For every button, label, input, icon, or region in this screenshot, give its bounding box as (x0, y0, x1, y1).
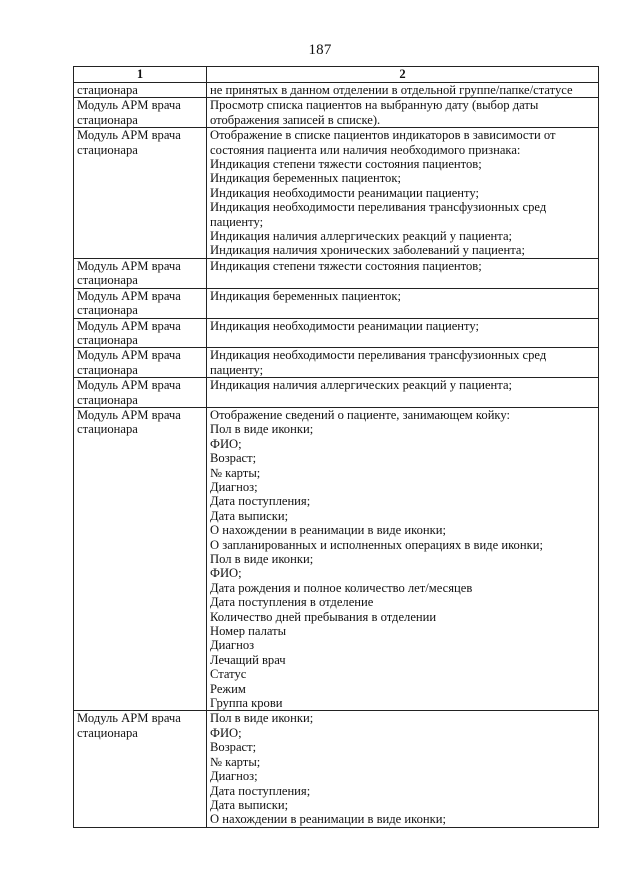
function-item: Отображение в списке пациентов индикаторов в зависимости от состояния пациента или наличия необходимого признака: (210, 128, 556, 157)
module-text: стационара (77, 392, 138, 407)
module-text: Модуль АРМ врача (77, 348, 181, 363)
function-item: № карты; (210, 465, 261, 480)
module-cell (74, 288, 207, 318)
table-row (74, 348, 599, 378)
module-text: стационара (77, 112, 138, 127)
function-item: Индикация степени тяжести состояния пациентов; (210, 157, 482, 172)
function-item: Индикация беременных пациенток; (210, 288, 401, 303)
module-cell (74, 378, 207, 408)
function-item: Индикация необходимости переливания трансфузионных сред пациенту; (210, 200, 547, 229)
module-cell (74, 407, 207, 711)
table-header-row (74, 67, 599, 83)
module-text: Модуль АРМ врача (77, 258, 181, 273)
function-item: Лечащий врач (210, 652, 286, 667)
requirements-table (73, 66, 599, 828)
module-cell (74, 711, 207, 827)
column-header-1: 1 (74, 67, 207, 83)
module-text: стационара (77, 273, 138, 288)
function-cell (207, 288, 599, 318)
function-item: Дата выписки; (210, 508, 289, 523)
module-text: стационара (77, 303, 138, 318)
function-item: Пол в виде иконки; (210, 552, 314, 566)
module-text: стационара (77, 725, 138, 740)
module-text: Модуль АРМ врача (77, 407, 181, 422)
function-item: ФИО; (210, 725, 242, 740)
function-item: Статус (210, 667, 247, 682)
function-item: Количество дней пребывания в отделении (210, 609, 437, 624)
function-item: не принятых в данном отделении в отдельной группе/папке/статусе (210, 83, 573, 97)
module-text: Модуль АРМ врача (77, 98, 181, 113)
function-cell (207, 318, 599, 348)
module-text: стационара (77, 422, 138, 437)
function-item: ФИО; (210, 436, 242, 451)
function-item: Индикация наличия хронических заболеваний у пациента; (210, 243, 525, 258)
table-row (74, 711, 599, 827)
table-row (74, 288, 599, 318)
module-text: стационара (77, 83, 138, 97)
table-row (74, 128, 599, 259)
function-item: Отображение сведений о пациенте, занимающем койку: (210, 407, 511, 422)
function-item: Просмотр списка пациентов на выбранную дату (выбор даты отображения записей в списке). (210, 98, 539, 127)
module-text: Модуль АРМ врача (77, 711, 181, 726)
module-text: стационара (77, 362, 138, 377)
function-item: Возраст; (210, 451, 257, 466)
function-item: Диагноз; (210, 769, 258, 784)
function-item: Дата выписки; (210, 797, 289, 812)
function-item: Дата поступления; (210, 783, 311, 798)
function-cell (207, 348, 599, 378)
table-row (74, 83, 599, 98)
function-item: Индикация необходимости реанимации пациенту; (210, 185, 479, 200)
function-cell (207, 711, 599, 827)
function-item: Пол в виде иконки; (210, 422, 314, 437)
function-item: Индикация беременных пациенток; (210, 171, 401, 186)
function-item: Диагноз (210, 638, 255, 653)
function-item: Дата рождения и полное количество лет/месяцев (210, 580, 473, 595)
function-item: Дата поступления; (210, 494, 311, 509)
function-cell (207, 407, 599, 711)
table-row (74, 258, 599, 288)
module-text: Модуль АРМ врача (77, 288, 181, 303)
function-cell (207, 83, 599, 98)
page-number: 187 (308, 42, 332, 58)
module-cell (74, 83, 207, 98)
module-cell (74, 348, 207, 378)
function-cell (207, 128, 599, 259)
module-text: Модуль АРМ врача (77, 318, 181, 333)
function-item: О нахождении в реанимации в виде иконки; (210, 812, 447, 827)
function-cell (207, 258, 599, 288)
table-row (74, 98, 599, 128)
function-item: Возраст; (210, 740, 257, 755)
module-cell (74, 318, 207, 348)
module-text: Модуль АРМ врача (77, 378, 181, 393)
function-item: Номер палаты (210, 624, 287, 639)
module-cell (74, 98, 207, 128)
function-item: Пол в виде иконки; (210, 711, 314, 726)
module-text: Модуль АРМ врача (77, 128, 181, 143)
function-item: Индикация наличия аллергических реакций у пациента; (210, 378, 513, 393)
function-item: Дата поступления в отделение (210, 595, 374, 610)
function-item: Диагноз; (210, 479, 258, 494)
module-cell (74, 128, 207, 259)
function-item: № карты; (210, 754, 261, 769)
function-item: Индикация необходимости переливания трансфузионных сред пациенту; (210, 348, 547, 377)
table-row (74, 378, 599, 408)
module-text: стационара (77, 332, 138, 347)
function-item: ФИО; (210, 566, 242, 581)
function-item: О нахождении в реанимации в виде иконки; (210, 523, 447, 538)
function-item: Группа крови (210, 696, 283, 711)
function-item: Режим (210, 681, 246, 696)
function-item: Индикация необходимости реанимации пациенту; (210, 318, 479, 333)
table-row (74, 407, 599, 711)
function-cell (207, 98, 599, 128)
table-body (74, 83, 599, 828)
column-header-2: 2 (207, 67, 599, 83)
module-cell (74, 258, 207, 288)
function-item: Индикация степени тяжести состояния пациентов; (210, 258, 482, 273)
function-item: О запланированных и исполненных операциях в виде иконки; (210, 537, 543, 552)
table-row (74, 318, 599, 348)
function-cell (207, 378, 599, 408)
function-item: Индикация наличия аллергических реакций у пациента; (210, 229, 513, 244)
module-text: стационара (77, 142, 138, 157)
